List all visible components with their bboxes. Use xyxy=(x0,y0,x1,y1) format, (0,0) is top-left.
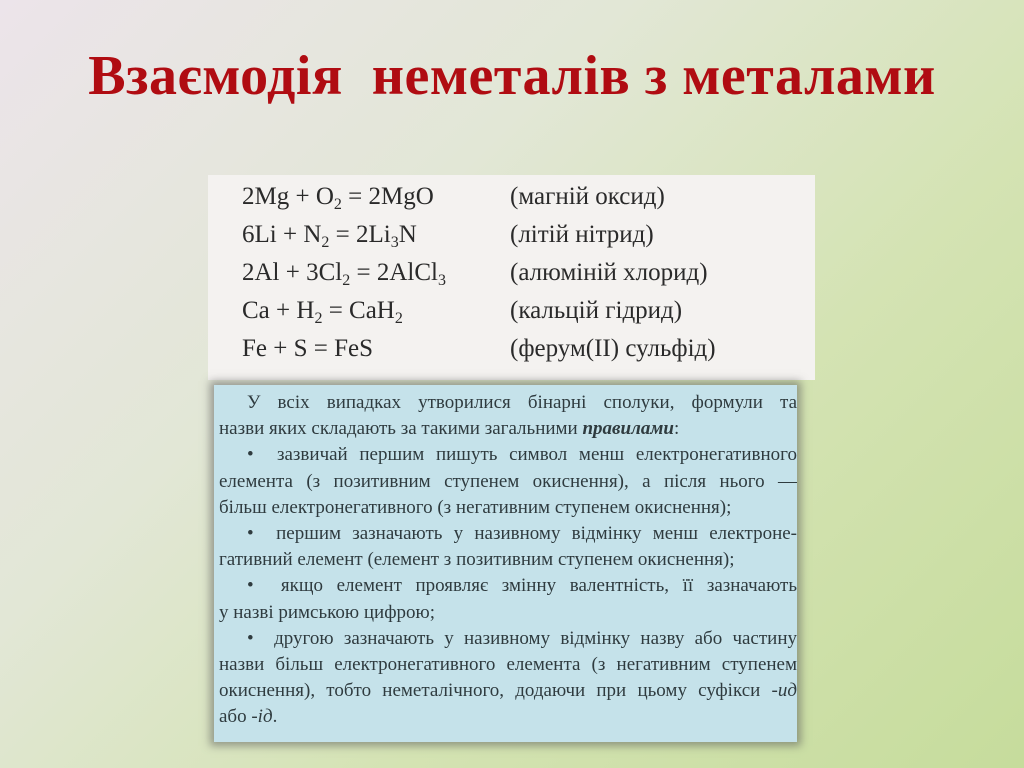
slide-title: Взаємодія неметалів з металами xyxy=(88,45,936,107)
rules-text-line: окиснення), тобто неметалічного, додаючи при цьому суфікси -ид xyxy=(219,680,797,702)
reaction-equation: $Ca + H_2 = CaH_2$ xyxy=(242,297,403,327)
rules-text-line: або -ід. xyxy=(219,706,278,728)
rules-text-line: гативний елемент (елемент з позитивним ступенем окиснення); xyxy=(219,549,735,571)
rules-text-line: назви яких складають за такими загальними правилами: xyxy=(219,418,680,440)
rules-text-line: елемента (з позитивним ступенем окиснення), а після нього — xyxy=(219,470,797,492)
rules-text-line: • зазвичай першим пишуть символ менш електронегативного xyxy=(247,444,797,466)
equations-panel xyxy=(208,175,815,380)
product-name: (кальцій гідрид) xyxy=(510,297,683,324)
reaction-equation: Fe + S = FeS xyxy=(242,335,374,362)
rules-text-line: • другою зазначають у називному відмінку назву або частину xyxy=(247,627,797,649)
rules-text-line: назви більш електронегативного елемента (з негативним ступенем xyxy=(219,654,797,675)
rules-text-line: у назві римською цифрою; xyxy=(219,601,435,623)
product-name: (магній оксид) xyxy=(510,183,665,210)
rules-box xyxy=(214,385,797,742)
product-name: (літій нітрид) xyxy=(510,221,654,248)
reaction-equation: $6Li + N_2 = 2Li_3N$ xyxy=(242,221,417,251)
product-name: (ферум(II) сульфід) xyxy=(510,335,716,362)
rules-text-line: • першим зазначають у називному відмінку менш електроне- xyxy=(247,523,797,544)
product-name: (алюміній хлорид) xyxy=(510,259,708,286)
reaction-equation: $2Mg + O_2 = 2MgO$ xyxy=(242,183,434,213)
reaction-equation: $2Al + 3Cl_2$ = 2AlCl$_3$ xyxy=(242,259,446,289)
rules-text-line: більш електронегативного (з негативним ступенем окиснення); xyxy=(219,496,732,518)
rules-text-line: У всіх випадках утворилися бінарні сполуки, формули та xyxy=(247,392,797,413)
rules-text-line: • якщо елемент проявляє змінну валентність, її зазначають xyxy=(247,575,797,597)
